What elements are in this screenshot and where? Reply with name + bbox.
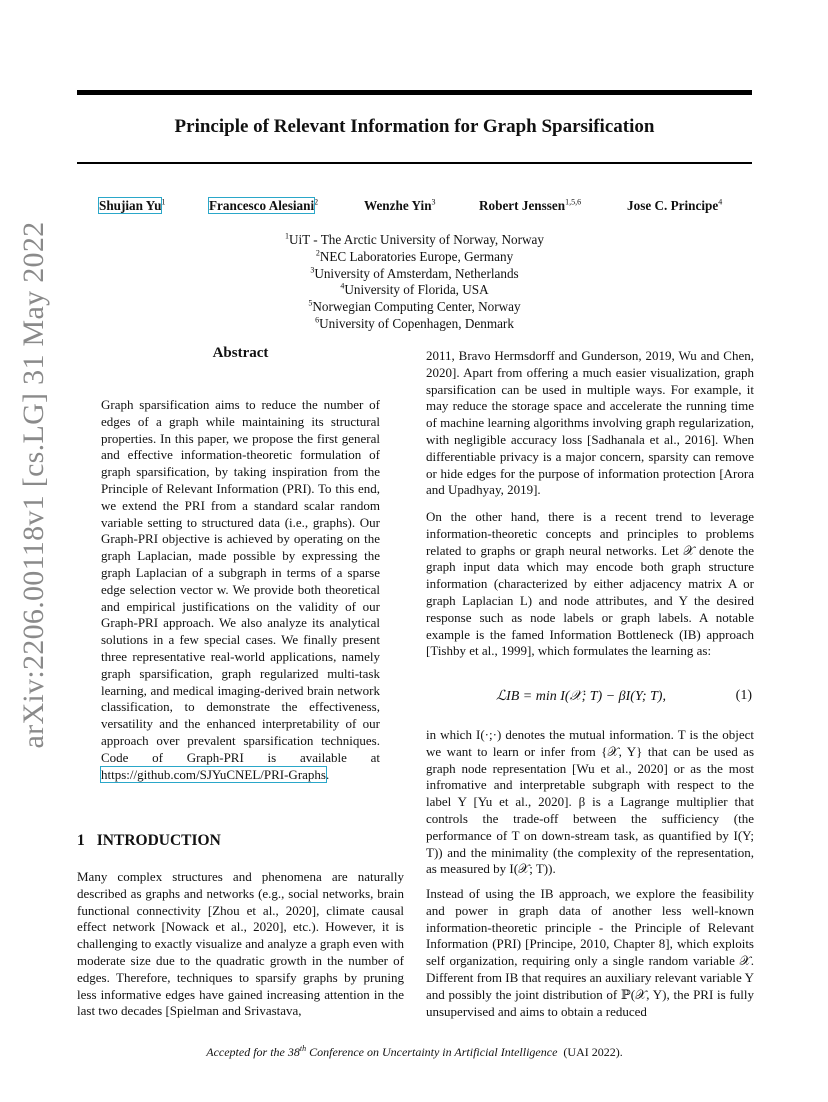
author-list xyxy=(99,198,759,218)
affiliation: $^3$University of Amsterdam, Netherlands xyxy=(310,265,519,281)
affiliation: $^4$University of Florida, USA xyxy=(340,282,489,298)
arxiv-identifier: arXiv:2206.00118v1 [cs.LG] 31 May 2022 xyxy=(17,221,50,749)
equation-1 xyxy=(426,688,754,708)
right-paragraph-4: Instead of using the IB approach, we explore the feasibility and power in graph data of another less well-known information-theoretic principle - the Principle of Relevant Information (PRI) [Principe, 2010, Chapter 8], which exploits self organization, requiring only a single random variable 𝒳. Different from IB that requires an auxiliary relevant variable Y and possibly the joint distribution of ℙ(𝒳, Y), the PRI is fully unsupervised and aims to obtain a reduced xyxy=(426,886,754,1019)
paper-title: Principle of Relevant Information for Graph Sparsification xyxy=(174,116,655,137)
author-2[interactable]: Francesco Alesiani$^2$ xyxy=(209,197,319,213)
code-link[interactable]: https://github.com/SJYuCNEL/PRI-Graphs xyxy=(101,766,326,782)
right-paragraph-3: in which I(·;·) denotes the mutual information. T is the object we want to learn or infer from {𝒳, Y} that can be used as graph node representation [Wu et al., 2020] or as the most infromative and interpretable subgraph with respect to the label Y [Yu et al., 2020]. β is a Lagrange multiplier that controls the trade-off between the sufficiency (the performance of T on down-stream task, as quantified by I(Y; T)) and the minimality (the complexity of the representation, as measured by I(𝒳; T)). xyxy=(426,727,754,877)
section-heading: 1 INTRODUCTION xyxy=(77,832,221,849)
affiliation: $^5$Norwegian Computing Center, Norway xyxy=(308,298,521,315)
author-4: Robert Jenssen$^{1,5,6}$ xyxy=(479,197,582,213)
affiliation-list xyxy=(77,232,752,333)
right-paragraph-1: 2011, Bravo Hermsdorff and Gunderson, 2019, Wu and Chen, 2020]. Apart from offering a much easier visualization, graph sparsification can be used in multiple ways. For example, it may reduce the storage space and accelerate the running time of machine learning algorithms involving graph regularization, with negligible accuracy loss [Sadhanala et al., 2016]. When differentiable privacy is a major concern, sparsity can remove or hide edges for the purpose of information protection [Arora and Upadhyay, 2019]. xyxy=(426,348,754,498)
author-5: Jose C. Principe$^4$ xyxy=(627,197,723,213)
title-rule-bottom xyxy=(77,162,752,164)
conference-footer: Accepted for the 38th Conference on Uncertainty in Artificial Intelligence (UAI 2022). xyxy=(206,1044,623,1059)
affiliation: $^2$NEC Laboratories Europe, Germany xyxy=(315,248,514,264)
abstract-heading: Abstract xyxy=(212,345,269,361)
author-1[interactable]: Shujian Yu$^1$ xyxy=(99,197,166,213)
author-3: Wenzhe Yin$^3$ xyxy=(364,197,436,213)
affiliation: $^6$University of Copenhagen, Denmark xyxy=(315,315,514,331)
intro-paragraph-1: Many complex structures and phenomena are naturally described as graphs and networks (e.g., social networks, brain functional connectivity [Zhou et al., 2020], climate causal effect network [Nowack et al., 2020], etc.). However, it is challenging to exactly visualize and analyze a graph even with moderate size due to the quadratic growth in the number of edges. Therefore, techniques to sparsify graphs by pruning less informative edges have gained increasing attention in the last two decades [Spielman and Srivastava, xyxy=(77,869,404,1019)
right-paragraph-2: On the other hand, there is a recent trend to leverage information-theoretic concepts and principles to problems related to graphs or graph neural networks. Let 𝒳 denote the graph input data which may encode both graph structure information (characterized by either adjacency matrix A or graph Laplacian L) and node attributes, and Y the desired response such as node labels or graph labels. A notable example is the famed Information Bottleneck (IB) approach [Tishby et al., 1999], which formulates the learning as: xyxy=(426,509,754,659)
title-rule-top xyxy=(77,90,752,95)
equation-number: (1) xyxy=(735,688,752,703)
abstract-body: Graph sparsification aims to reduce the number of edges of a graph while maintaining its structural properties. In this paper, we propose the first general and effective information-theoretic formulation of graph sparsification, by taking inspiration from the Principle of Relevant Information (PRI). To this end, we extend the PRI from a standard scalar random variable setting to structured data (i.e., graphs). Our Graph-PRI objective is achieved by operating on the graph Laplacian, made possible by expressing the graph Laplacian of a subgraph in terms of a sparse edge selection vector w. We provide both theoretical and empirical justifications on the validity of our Graph-PRI approach. We also analyze its analytical solutions in a few special cases. We finally present three representative real-world applications, namely graph sparsification, graph regularized multi-task learning, and medical imaging-derived brain network classification, to demonstrate the effectiveness, versatility and the enhanced interpretability of our approach over prevalent sparsification techniques. Code of Graph-PRI is available at https://github.com/SJYuCNEL/PRI-Graphs. xyxy=(101,397,380,782)
equation-formula: ℒIB = min I(𝒳; T) − βI(Y; T), xyxy=(496,689,666,704)
affiliation: $^1$UiT - The Arctic University of Norway, Norway xyxy=(284,231,545,247)
